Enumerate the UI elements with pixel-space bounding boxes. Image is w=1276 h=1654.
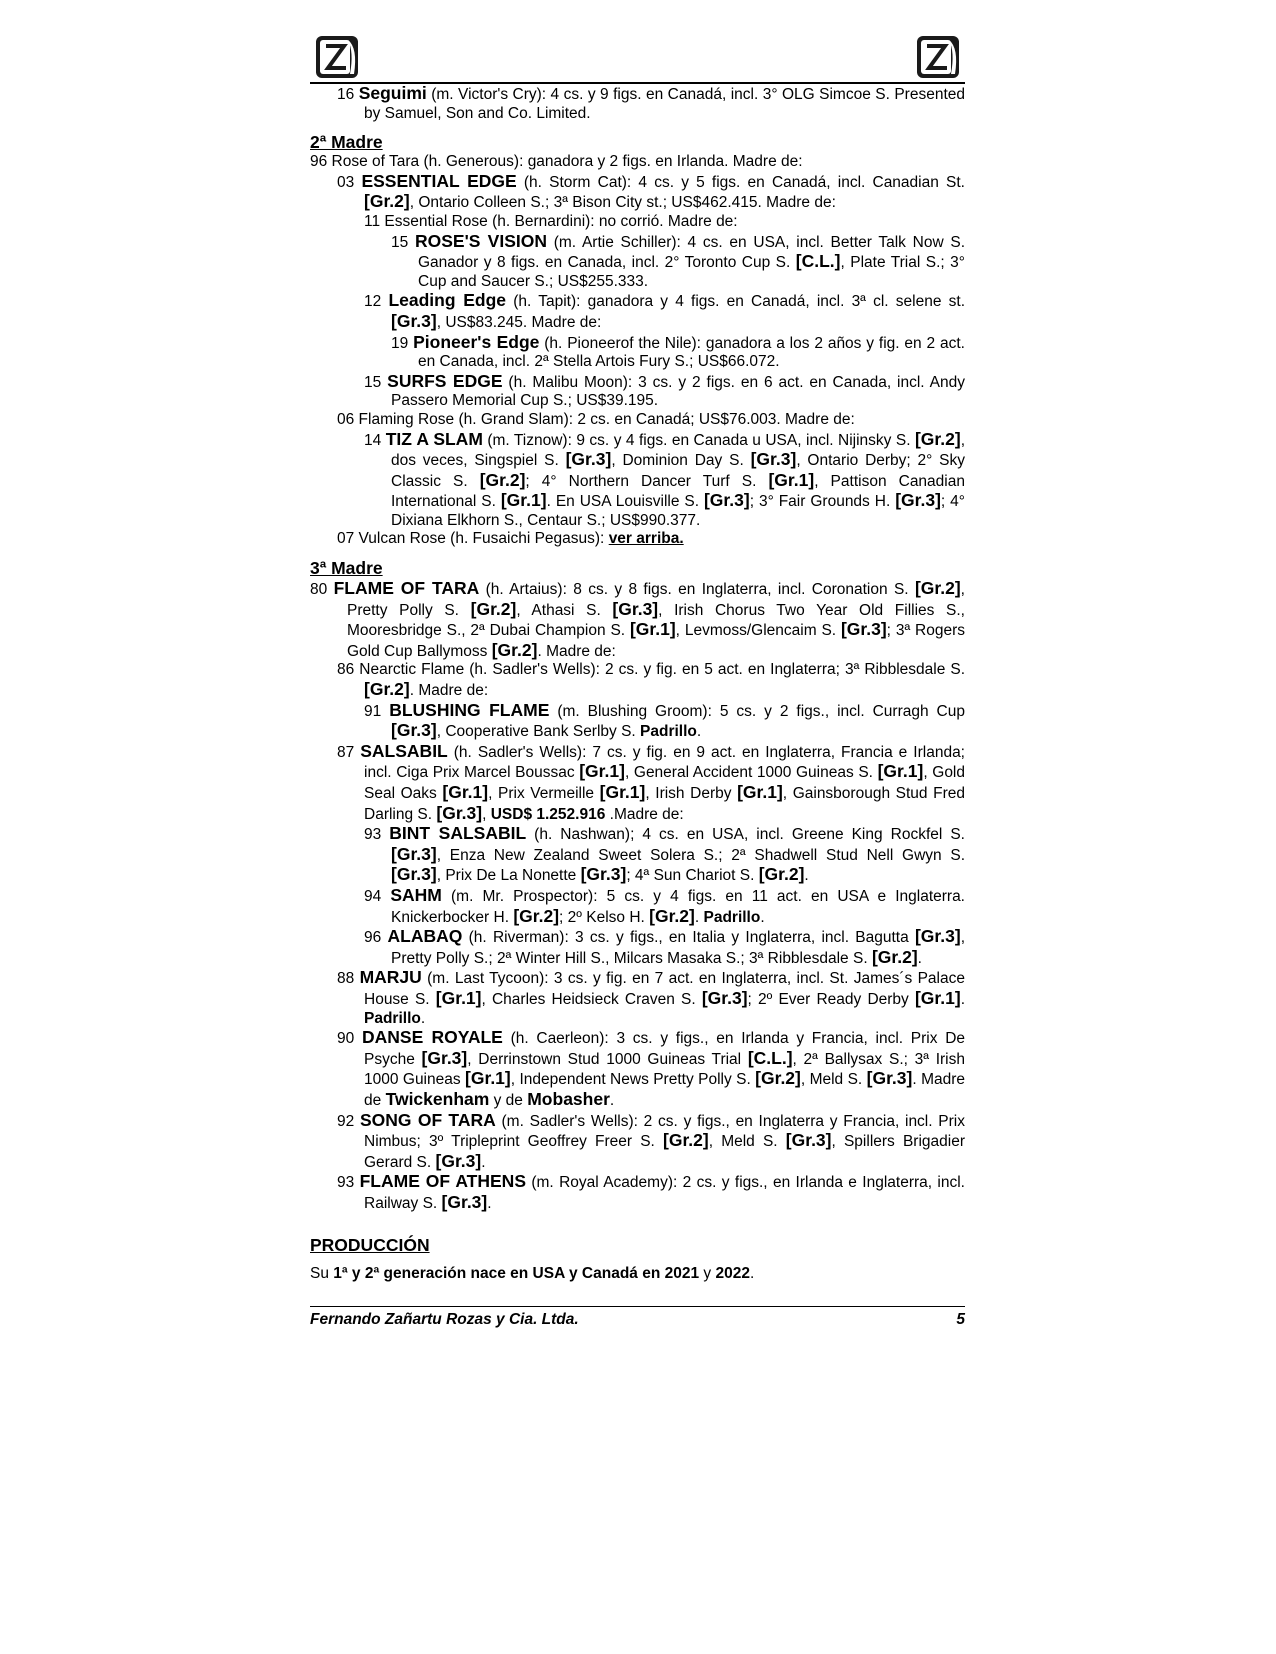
entry-alabaq: 96 ALABAQ (h. Riverman): 3 cs. y figs., en Italia y Inglaterra, incl. Bagutta [Gr.3], Pretty Polly S.; 2ª Winter Hill S., Milcars Masaka S.; 3ª Ribblesdale S. [Gr.2].: [364, 926, 965, 967]
produccion-text: Su 1ª y 2ª generación nace en USA y Canadá en 2021 y 2022.: [310, 1265, 755, 1283]
entry-essential-edge: 03 ESSENTIAL EDGE (h. Storm Cat): 4 cs. y 5 figs. en Canadá, incl. Canadian St. [Gr.2], Ontario Colleen S.; 3ª Bison City st.; US$462.415. Madre de:: [337, 170, 965, 212]
footer-company: Fernando Zañartu Rozas y Cia. Ltda.: [310, 1311, 579, 1329]
entry-marju: 88 MARJU (m. Last Tycoon): 3 cs. y fig. en 7 act. en Inglaterra, incl. St. James´s Palace House S. [Gr.1], Charles Heidsieck Craven S. [Gr.3]; 2º Ever Ready Derby [Gr.1]. Padrillo.: [337, 967, 965, 1027]
entry-salsabil: 87 SALSABIL (h. Sadler's Wells): 7 cs. y fig. en 9 act. en Inglaterra, Francia e Irlanda; incl. Ciga Prix Marcel Boussac [Gr.1], General Accident 1000 Guineas S. [Gr.1], Gold Seal Oaks [Gr.1], Prix Vermeille [Gr.1], Irish Derby [Gr.1], Gainsborough Stud Fred Darling S. [Gr.3], USD$ 1.252.916 .Madre de:: [337, 740, 966, 823]
section-heading-produccion: PRODUCCIÓN: [310, 1235, 430, 1256]
ver-arriba-link[interactable]: ver arriba.: [608, 530, 684, 548]
section-heading-2a-madre: 2ª Madre: [310, 132, 383, 153]
entry-essential-rose: 11 Essential Rose (h. Bernardini): no corrió. Madre de:: [364, 212, 738, 230]
entry-vulcan-rose: 07 Vulcan Rose (h. Fusaichi Pegasus): ver arriba.: [337, 530, 684, 548]
entry-surfs-edge: 15 SURFS EDGE (h. Malibu Moon): 3 cs. y 2 figs. en 6 act. en Canada, incl. Andy Passero Memorial Cup S.; US$39.195.: [364, 370, 965, 410]
entry-blushing-flame: 91 BLUSHING FLAME (m. Blushing Groom): 5 cs. y 2 figs., incl. Curragh Cup [Gr.3], Cooperative Bank Serlby S. Padrillo.: [364, 699, 965, 741]
horse-head-monogram-logo-icon: [915, 34, 961, 80]
entry-pioneers-edge: 19 Pioneer's Edge (h. Pioneerof the Nile): ganadora a los 2 años y fig. en 2 act. en Canada, incl. 2ª Stella Artois Fury S.; US$66.072.: [391, 331, 965, 371]
section-heading-3a-madre: 3ª Madre: [310, 558, 383, 579]
horse-head-monogram-logo-icon: [314, 34, 360, 80]
entry-roses-vision: 15 ROSE'S VISION (m. Artie Schiller): 4 cs. en USA, incl. Better Talk Now S. Ganador y 8 figs. en Canada, incl. 2° Toronto Cup S. [C.L.], Plate Trial S.; 3° Cup and Saucer S.; US$255.333.: [391, 230, 966, 290]
entry-leading-edge: 12 Leading Edge (h. Tapit): ganadora y 4 figs. en Canadá, incl. 3ª cl. selene st. [Gr.3], US$83.245. Madre de:: [364, 290, 965, 331]
entry-flaming-rose: 06 Flaming Rose (h. Grand Slam): 2 cs. en Canadá; US$76.003. Madre de:: [337, 410, 855, 428]
entry-danse-royale: 90 DANSE ROYALE (h. Caerleon): 3 cs. y figs., en Irlanda y Francia, incl. Prix De Psyche [Gr.3], Derrinstown Stud 1000 Guineas Trial [C.L.], 2ª Ballysax S.; 3ª Irish 1000 Guineas [Gr.1], Independent News Pretty Polly S. [Gr.2], Meld S. [Gr.3]. Madre de Twickenham y de Mobasher.: [337, 1027, 966, 1109]
page-footer: [310, 1306, 965, 1329]
page-number: 5: [956, 1311, 965, 1329]
entry-sahm: 94 SAHM (m. Mr. Prospector): 5 cs. y 4 figs. en 11 act. en USA e Inglaterra. Knickerbocker H. [Gr.2]; 2º Kelso H. [Gr.2]. Padrillo.: [364, 884, 965, 926]
page-header: [310, 30, 965, 84]
page: [310, 30, 965, 1329]
entry-rose-of-tara: 96 Rose of Tara (h. Generous): ganadora y 2 figs. en Irlanda. Madre de:: [310, 153, 803, 171]
entry-flame-of-athens: 93 FLAME OF ATHENS (m. Royal Academy): 2 cs. y figs., en Irlanda e Inglaterra, incl. Railway S. [Gr.3].: [337, 1171, 965, 1212]
entry-bint-salsabil: 93 BINT SALSABIL (h. Nashwan); 4 cs. en USA, incl. Greene King Rockfel S. [Gr.3], Enza New Zealand Sweet Solera S.; 2ª Shadwell Stud Nell Gwyn S. [Gr.3], Prix De La Nonette [Gr.3]; 4ª Sun Chariot S. [Gr.2].: [364, 823, 965, 885]
entry-seguimi: 16 Seguimi (m. Victor's Cry): 4 cs. y 9 figs. en Canadá, incl. 3° OLG Simcoe S. Presented by Samuel, Son and Co. Limited.: [337, 83, 966, 122]
pedigree-content: [310, 84, 965, 1284]
entry-tiz-a-slam: 14 TIZ A SLAM (m. Tiznow): 9 cs. y 4 figs. en Canada u USA, incl. Nijinsky S. [Gr.2], dos veces, Singspiel S. [Gr.3], Dominion Day S. [Gr.3], Ontario Derby; 2° Sky Classic S. [Gr.2]; 4° Northern Dancer Turf S. [Gr.1], Pattison Canadian International S. [Gr.1]. En USA Louisville S. [Gr.3]; 3° Fair Grounds H. [Gr.3]; 4° Dixiana Elkhorn S., Centaur S.; US$990.377.: [364, 428, 966, 529]
entry-flame-of-tara: 80 FLAME OF TARA (h. Artaius): 8 cs. y 8 figs. en Inglaterra, incl. Coronation S. [Gr.2], Pretty Polly S. [Gr.2], Athasi S. [Gr.3], Irish Chorus Two Year Old Fillies S., Mooresbridge S., 2ª Dubai Champion S. [Gr.1], Levmoss/Glencaim S. [Gr.3]; 3ª Rogers Gold Cup Ballymoss [Gr.2]. Madre de:: [310, 578, 965, 660]
entry-song-of-tara: 92 SONG OF TARA (m. Sadler's Wells): 2 cs. y figs., en Inglaterra y Francia, incl. Prix Nimbus; 3º Tripleprint Geoffrey Freer S. [Gr.2], Meld S. [Gr.3], Spillers Brigadier Gerard S. [Gr.3].: [337, 1109, 965, 1171]
entry-nearctic-flame: 86 Nearctic Flame (h. Sadler's Wells): 2 cs. y fig. en 5 act. en Inglaterra; 3ª Ribblesdale S. [Gr.2]. Madre de:: [337, 661, 965, 700]
